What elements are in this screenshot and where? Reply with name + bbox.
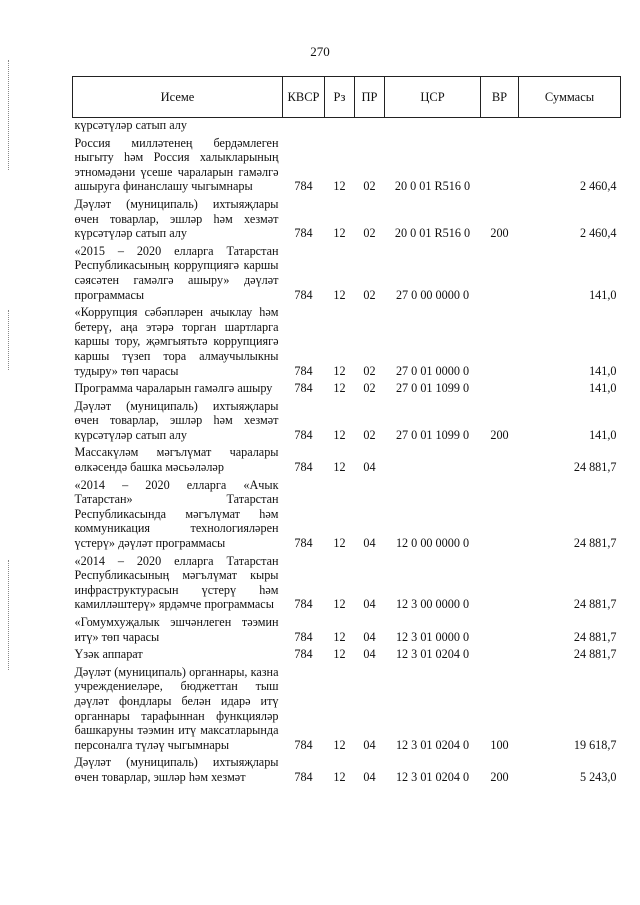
cell-kvsr: 784 [294,647,313,662]
cell-pr: 04 [363,737,376,752]
cell-sum: 141,0 [589,381,617,396]
cell-vr: 200 [490,427,509,442]
column-header-rz: Рз [325,77,355,118]
cell-rz [325,118,355,133]
column-header-kvsr: КВСР [283,77,325,118]
cell-pr [355,118,385,133]
table-header-row [73,77,621,118]
cell-pr: 04 [363,460,376,475]
cell-pr: 02 [363,427,376,442]
cell-pr: 02 [363,287,376,302]
cell-rz: 12 [333,737,346,752]
cell-sum: 19 618,7 [573,737,617,752]
cell-name: «2015 – 2020 елларга Татарстан Республикасының коррупциягә каршы сәясәтен гамәлгә ашыру» дәүләт программасы [74,243,279,302]
cell-kvsr: 784 [294,226,313,241]
cell-vr [481,612,519,644]
cell-name: күрсәтүләр сатып алу [74,118,187,132]
binding-margin-mark [8,560,10,670]
table-row [73,396,621,443]
cell-name: «2014 – 2020 елларга Татарстан Республикасының мәгълүмат кыры инфраструктурасын үстерү һәм камилләштерү» ярдәмче программасы [74,553,279,612]
cell-vr [481,302,519,378]
cell-rz: 12 [333,597,346,612]
table-row [73,475,621,551]
cell-csr: 20 0 01 R516 0 [394,226,471,241]
cell-name: Дәүләт (муниципаль) ихтыяҗлары өчен товарлар, эшләр һәм хезмәт [74,755,279,784]
cell-rz: 12 [333,179,346,194]
table-row [73,302,621,378]
cell-name: Дәүләт (муниципаль) ихтыяҗлары өчен товарлар, эшләр һәм хезмәт күрсәтүләр сатып алу [74,196,279,241]
cell-rz: 12 [333,287,346,302]
cell-rz: 12 [333,427,346,442]
cell-sum: 141,0 [589,427,617,442]
binding-margin-mark [8,310,10,370]
cell-vr [481,475,519,551]
cell-vr [481,133,519,194]
cell-vr: 100 [490,737,509,752]
cell-vr [481,241,519,302]
cell-name: Программа чараларын гамәлгә ашыру [74,381,273,396]
table-row [73,644,621,662]
cell-csr: 20 0 01 R516 0 [394,179,471,194]
table-row [73,551,621,612]
cell-pr: 04 [363,647,376,662]
table-row [73,662,621,753]
cell-sum [519,118,621,133]
table-row [73,194,621,241]
cell-sum: 2 460,4 [579,226,617,241]
cell-sum: 24 881,7 [573,536,617,551]
table-row [73,612,621,644]
column-header-pr: ПР [355,77,385,118]
cell-kvsr: 784 [294,536,313,551]
cell-sum: 24 881,7 [573,629,617,644]
page-number: 270 [310,44,330,59]
cell-name: Дәүләт (муниципаль) органнары, казна учреждениеләре, бюджеттан тыш дәүләт фондлары белән идарә итү органнары тарафыннан функцияләр башкаруны тәэмин итү максатларында персоналга түләү чыгымнары [74,664,279,752]
cell-name: Дәүләт (муниципаль) ихтыяҗлары өчен товарлар, эшләр һәм хезмәт күрсәтүләр сатып алу [74,398,279,442]
cell-csr: 27 0 01 0000 0 [395,363,470,378]
table-row [73,118,621,133]
cell-pr: 02 [363,363,376,378]
cell-rz: 12 [333,647,346,662]
cell-csr: 12 3 01 0204 0 [395,647,470,662]
table-row [73,378,621,396]
cell-csr: 12 0 00 0000 0 [395,536,470,551]
cell-sum: 141,0 [589,287,617,302]
cell-vr [481,118,519,133]
cell-kvsr: 784 [294,381,313,396]
cell-csr: 12 3 01 0204 0 [395,769,470,784]
cell-sum: 24 881,7 [573,647,617,662]
cell-pr: 04 [363,536,376,551]
cell-sum: 141,0 [589,363,617,378]
cell-sum: 24 881,7 [573,597,617,612]
cell-name: Россия милләтенең бердәмлеген ныгыту һәм Россия халыкларының этномәдәни үсеше чараларын гамәлгә ашыруга финанслашу чыгымнары [74,135,279,194]
table-row [73,442,621,474]
binding-margin-mark [8,60,10,170]
cell-csr: 12 3 01 0000 0 [395,629,470,644]
budget-table [72,76,621,785]
cell-kvsr: 784 [294,363,313,378]
cell-kvsr: 784 [294,769,313,784]
cell-kvsr [283,118,325,133]
column-header-csr: ЦСР [385,77,481,118]
cell-kvsr: 784 [294,287,313,302]
cell-rz: 12 [333,460,346,475]
cell-vr [481,442,519,474]
column-header-vr: ВР [481,77,519,118]
cell-sum: 24 881,7 [573,460,617,475]
cell-vr: 200 [490,226,509,241]
cell-rz: 12 [333,226,346,241]
cell-pr: 02 [363,179,376,194]
cell-csr: 12 3 00 0000 0 [395,597,470,612]
column-header-name: Исеме [73,77,283,118]
cell-kvsr: 784 [294,629,313,644]
cell-pr: 04 [363,597,376,612]
cell-sum: 2 460,4 [579,179,617,194]
cell-vr [481,551,519,612]
cell-name: Үзәк аппарат [74,647,143,662]
cell-csr: 27 0 01 1099 0 [395,427,470,442]
cell-name: «Гомумхуҗалык эшчәнлеген тәэмин итү» төп чарасы [74,615,279,644]
cell-rz: 12 [333,629,346,644]
column-header-sum: Суммасы [519,77,621,118]
cell-kvsr: 784 [294,460,313,475]
cell-csr: 12 3 01 0204 0 [395,737,470,752]
cell-kvsr: 784 [294,179,313,194]
table-row [73,241,621,302]
cell-kvsr: 784 [294,427,313,442]
cell-rz: 12 [333,769,346,784]
cell-vr [481,378,519,396]
cell-csr: 27 0 00 0000 0 [395,287,470,302]
cell-csr: 27 0 01 1099 0 [395,381,470,396]
cell-pr: 04 [363,769,376,784]
cell-name: «2014 – 2020 елларга «Ачык Татарстан» Татарстан Республикасында мәгълүмат һәм коммуникация технологияләрен үстерү» дәүләт программасы [74,477,279,551]
cell-sum: 5 243,0 [579,769,617,784]
cell-vr: 200 [490,769,509,784]
cell-name: «Коррупция сәбәпләрен ачыклау һәм бетерү, аңа этәрә торган шартларга каршы тору, җәмгыятьтә коррупциягә каршы түзеп тора алмаучылыкны тудыру» төп чарасы [74,305,279,378]
cell-csr [385,118,481,133]
cell-rz: 12 [333,381,346,396]
cell-pr: 02 [363,381,376,396]
cell-pr: 02 [363,226,376,241]
cell-kvsr: 784 [294,737,313,752]
cell-csr [385,442,481,474]
cell-name: Массакүләм мәгълүмат чаралары өлкәсендә башка мәсьәләләр [74,445,279,475]
cell-pr: 04 [363,629,376,644]
table-row [73,752,621,784]
cell-rz: 12 [333,536,346,551]
cell-kvsr: 784 [294,597,313,612]
table-row [73,133,621,194]
cell-rz: 12 [333,363,346,378]
cell-vr [481,644,519,662]
